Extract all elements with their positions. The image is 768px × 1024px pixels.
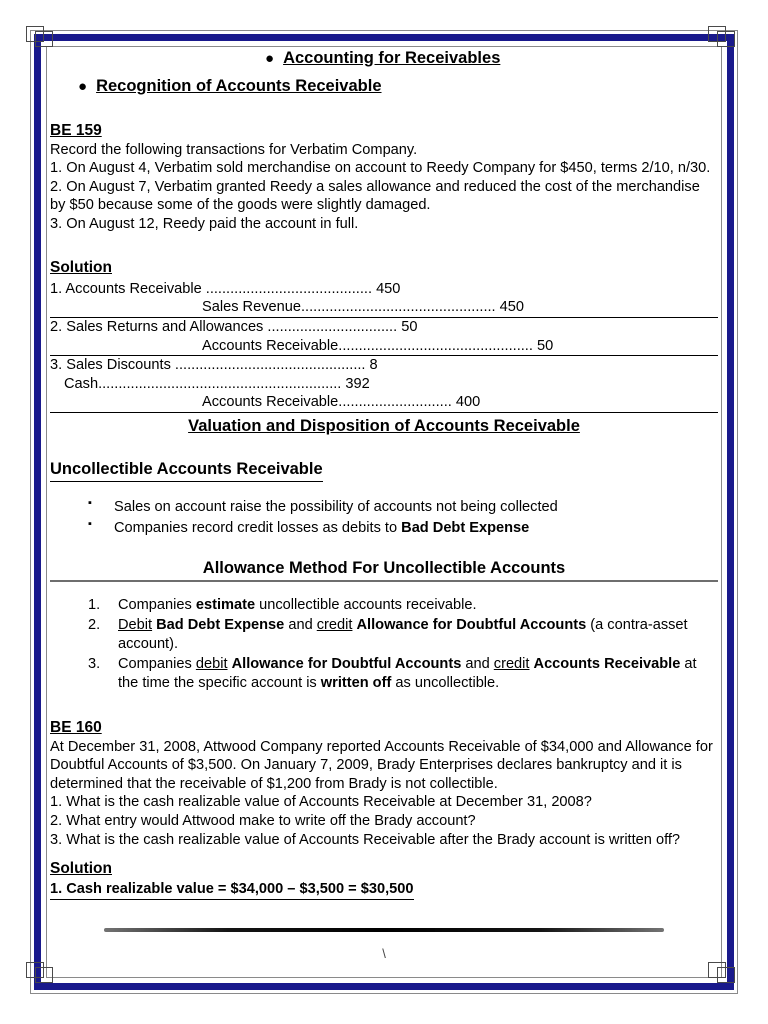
journal-entry xyxy=(50,280,718,318)
be159-section-label: BE 159 xyxy=(50,121,102,139)
be160-section-label: BE 160 xyxy=(50,719,102,737)
valuation-banner: Valuation and Disposition of Accounts Receivable xyxy=(188,416,580,435)
be159-item-1: 1. On August 4, Verbatim sold merchandise on account to Reedy Company for $450, terms 2/10, n/30. xyxy=(50,160,711,177)
journal-entry-line xyxy=(50,318,718,337)
journal-entry-line xyxy=(50,337,718,356)
account-name: 2. Sales Returns and Allowances xyxy=(50,318,268,335)
allowance-method-heading: Allowance Method For Uncollectible Accounts xyxy=(50,558,718,582)
allowance-method-list xyxy=(50,596,718,693)
text-run: uncollectible accounts receivable. xyxy=(255,596,477,613)
account-name: Cash xyxy=(64,375,99,392)
sub-heading xyxy=(50,76,718,97)
text-run: debit xyxy=(195,656,228,673)
be160-answer: 1. Cash realizable value = $34,000 – $3,500 = $30,500 xyxy=(50,880,414,901)
dot-leader: ................................................ xyxy=(300,299,496,316)
be160-answer-wrap xyxy=(50,879,718,901)
journal-entry-line xyxy=(50,393,718,412)
dot-leader: ......................................... xyxy=(205,280,373,297)
entry-amount: 450 xyxy=(372,280,401,297)
list-item xyxy=(84,655,718,692)
be160-question-1: 1. What is the cash realizable value of Accounts Receivable at December 31, 2008? xyxy=(50,794,592,811)
text-run: credit xyxy=(493,656,530,673)
list-item xyxy=(84,519,718,538)
be160-solution-label: Solution xyxy=(50,860,112,878)
text-run: Allowance for Doubtful Accounts xyxy=(356,617,587,634)
be159-item-2: 2. On August 7, Verbatim granted Reedy a sales allowance and reduced the cost of the merchandise by $50 because some of the goods were slightly damaged. xyxy=(50,178,700,214)
be160-paragraph: At December 31, 2008, Attwood Company reported Accounts Receivable of $34,000 and Allowance for Doubtful Accounts of $3,500. On January 7, 2009, Brady Enterprises declares bankruptcy and it is determined that the receivable of $1,200 from Brady is not collectible. xyxy=(50,738,713,792)
be160-question-3: 3. What is the cash realizable value of Accounts Receivable after the Brady account is written off? xyxy=(50,831,681,848)
text-run: Accounts Receivable xyxy=(533,656,681,673)
text-run: Sales on account raise the possibility of accounts not being collected xyxy=(114,498,558,515)
account-name: 3. Sales Discounts xyxy=(50,357,175,374)
corner-ornament-bottom-right xyxy=(708,962,742,990)
journal-entry-line xyxy=(50,375,718,394)
text-run: Bad Debt Expense xyxy=(401,520,530,537)
dot-leader: ................................................ xyxy=(338,337,533,354)
text-run: Companies record credit losses as debits to xyxy=(114,520,402,537)
text-run: at the time the specific account is xyxy=(118,656,697,691)
journal-entries xyxy=(50,280,718,413)
be159-intro: Record the following transactions for Verbatim Company. xyxy=(50,141,418,158)
bullet-dot-icon: ● xyxy=(78,77,88,95)
journal-entry-line xyxy=(50,356,718,375)
text-run: Companies xyxy=(118,656,196,673)
entry-amount: 450 xyxy=(495,299,525,316)
text-run: written off xyxy=(320,674,392,691)
corner-ornament-bottom-left xyxy=(26,962,60,990)
text-run: Bad Debt Expense xyxy=(156,617,285,634)
account-name: Accounts Receivable xyxy=(202,337,339,354)
text-run: (a contra-asset account). xyxy=(118,617,688,652)
entry-amount: 400 xyxy=(451,394,481,411)
dot-leader: ................................ xyxy=(267,318,398,335)
text-run: Allowance for Doubtful Accounts xyxy=(231,656,462,673)
list-item xyxy=(84,616,718,653)
uncollectible-bullet-list xyxy=(50,498,718,538)
journal-entry xyxy=(50,356,718,413)
dot-leader: ............................................................ xyxy=(98,375,342,392)
account-name: Sales Revenue xyxy=(202,299,301,316)
document-content xyxy=(50,44,718,963)
entry-amount: 50 xyxy=(532,337,554,354)
text-run: Debit xyxy=(118,617,153,634)
account-name: 1. Accounts Receivable xyxy=(50,280,206,297)
dot-leader: ............................ xyxy=(338,394,452,411)
entry-amount: 8 xyxy=(365,357,378,374)
stray-pen-mark: \ xyxy=(382,946,386,962)
main-heading-label: Accounting for Receivables xyxy=(283,49,501,67)
bullet-dot-icon: ● xyxy=(265,50,275,67)
be159-item-3: 3. On August 12, Reedy paid the account in full. xyxy=(50,215,359,232)
be159-solution-label: Solution xyxy=(50,259,112,277)
text-run: and xyxy=(284,617,317,634)
dot-leader: ............................................... xyxy=(174,357,366,374)
text-run: as uncollectible. xyxy=(391,674,500,691)
uncollectible-heading: Uncollectible Accounts Receivable xyxy=(50,459,323,482)
account-name: Accounts Receivable xyxy=(202,394,339,411)
list-item xyxy=(84,596,718,615)
main-heading xyxy=(50,48,718,69)
text-run: estimate xyxy=(195,596,256,613)
sub-heading-label: Recognition of Accounts Receivable xyxy=(96,76,382,95)
journal-entry-line xyxy=(50,280,718,299)
text-run: Companies xyxy=(118,596,196,613)
entry-amount: 392 xyxy=(341,375,370,392)
journal-entry xyxy=(50,318,718,356)
journal-entry-line xyxy=(50,298,718,317)
bottom-divider-rule xyxy=(104,928,664,932)
text-run: and xyxy=(461,656,494,673)
text-run: credit xyxy=(316,617,353,634)
be160-question-2: 2. What entry would Attwood make to write off the Brady account? xyxy=(50,813,476,829)
entry-amount: 50 xyxy=(397,318,418,335)
list-item xyxy=(84,498,718,517)
